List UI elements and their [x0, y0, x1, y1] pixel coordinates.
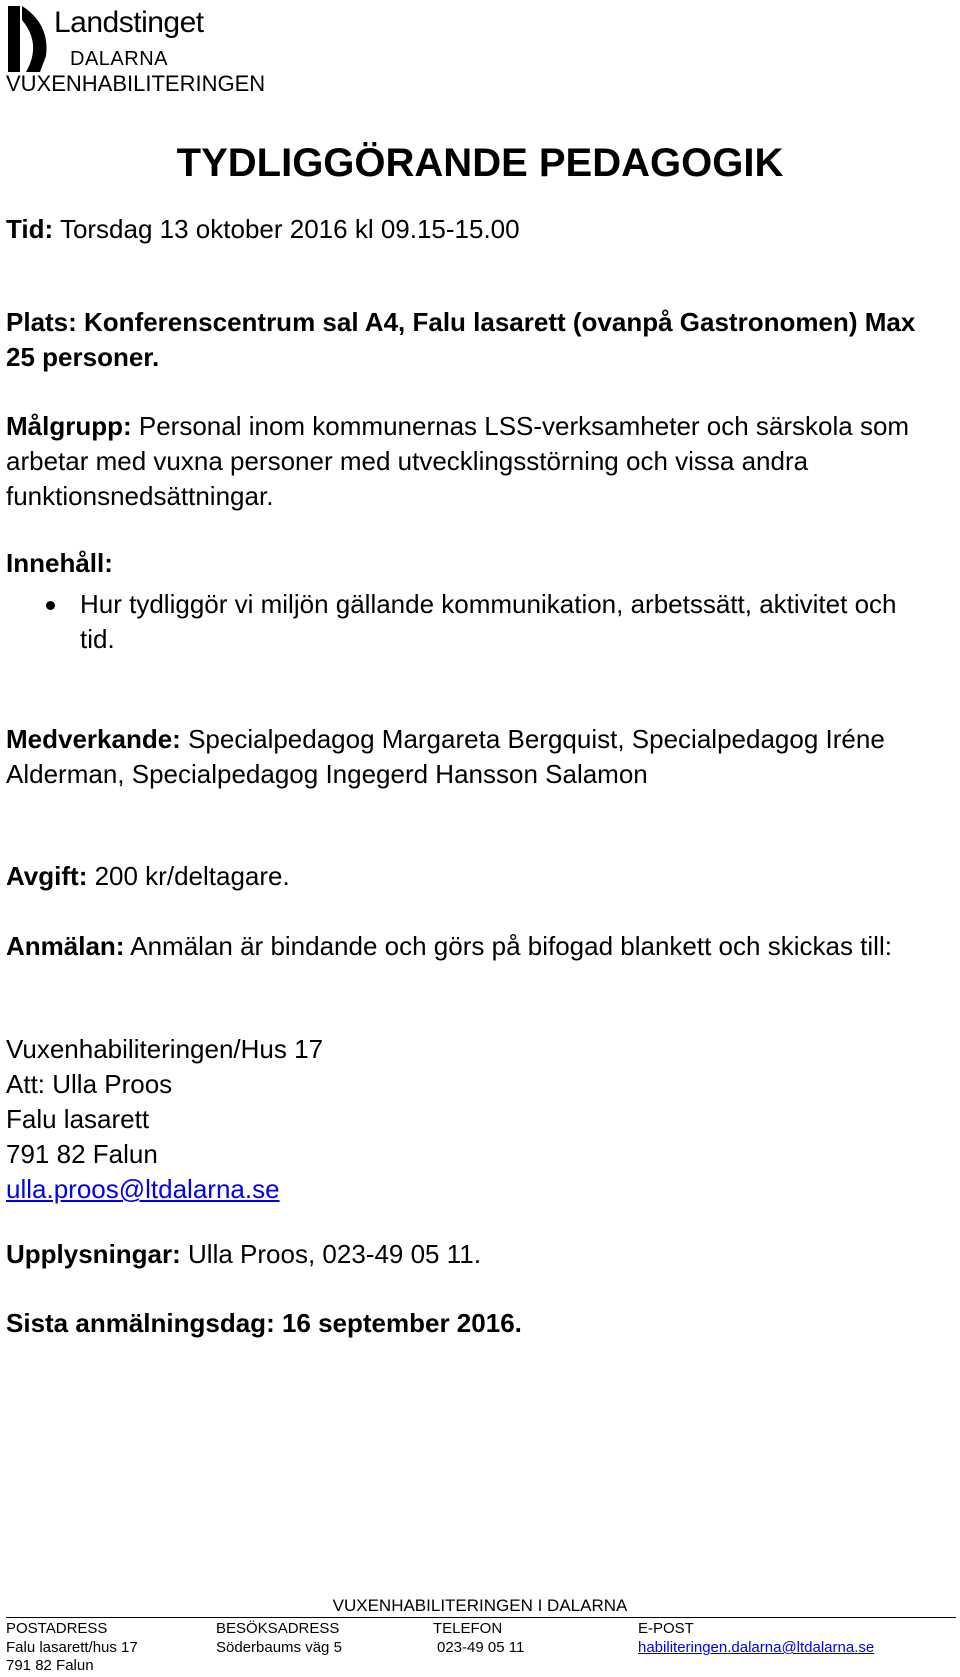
address-block [6, 1032, 946, 1207]
address-line-2: Att: Ulla Proos [6, 1069, 173, 1099]
tid-value: Torsdag 13 oktober 2016 kl 09.15-15.00 [53, 214, 520, 244]
footer-postadress-2: 791 82 Falun [6, 1657, 94, 1674]
landstinget-logo [6, 4, 306, 79]
logo-name: Landstinget [54, 6, 204, 39]
upplysningar-value: Ulla Proos, 023-49 05 11. [180, 1239, 481, 1269]
page-title: TYDLIGGÖRANDE PEDAGOGIK [176, 141, 784, 185]
footer-telefon: 023-49 05 11 [437, 1639, 525, 1656]
tid-label: Tid: [6, 214, 54, 244]
footer-divider [6, 1617, 956, 1618]
malgrupp-paragraph [6, 409, 946, 514]
upplysningar-paragraph [6, 1237, 946, 1272]
address-line-4: 791 82 Falun [6, 1139, 158, 1169]
plats-paragraph: Plats: Konferenscentrum sal A4, Falu lasarett (ovanpå Gastronomen) Max 25 personer. [6, 307, 916, 372]
malgrupp-value: Personal inom kommunernas LSS-verksamheter och särskola som arbetar med vuxna personer med utvecklingsstörning och vissa andra funktionsnedsättningar. [6, 411, 910, 511]
footer-postadress-1: Falu lasarett/hus 17 [6, 1639, 138, 1656]
footer-title: VUXENHABILITERINGEN I DALARNA [332, 1596, 628, 1615]
footer-besoksadress: Söderbaums väg 5 [216, 1639, 342, 1656]
footer-email-link[interactable]: habiliteringen.dalarna@ltdalarna.se [638, 1639, 875, 1656]
anmalan-value: Anmälan är bindande och görs på bifogad blankett och skickas till: [124, 931, 892, 961]
footer-epost-label: E-POST [638, 1620, 694, 1637]
sista-anmalningsdag: Sista anmälningsdag: 16 september 2016. [6, 1308, 522, 1338]
avgift-paragraph [6, 859, 946, 894]
letterhead [6, 4, 306, 79]
medverkande-label: Medverkande: [6, 724, 181, 754]
anmalan-paragraph [6, 929, 946, 964]
address-line-1: Vuxenhabiliteringen/Hus 17 [6, 1034, 324, 1064]
malgrupp-label: Målgrupp: [6, 411, 132, 441]
innehall-label: Innehåll: [6, 548, 113, 578]
avgift-value: 200 kr/deltagare. [87, 861, 290, 891]
email-link[interactable]: ulla.proos@ltdalarna.se [6, 1174, 280, 1204]
department-name: VUXENHABILITERINGEN [6, 71, 266, 96]
upplysningar-label: Upplysningar: [6, 1239, 181, 1269]
anmalan-label: Anmälan: [6, 931, 125, 961]
bullet-icon [46, 601, 55, 610]
footer-besoksadress-label: BESÖKSADRESS [216, 1620, 340, 1637]
tid-paragraph [6, 212, 946, 247]
footer-postadress-label: POSTADRESS [6, 1620, 108, 1637]
avgift-label: Avgift: [6, 861, 88, 891]
medverkande-paragraph [6, 722, 946, 792]
medverkande-value: Specialpedagog Margareta Bergquist, Specialpedagog Iréne Alderman, Specialpedagog Ingegerd Hansson Salamon [6, 724, 885, 789]
list-item-text: Hur tydliggör vi miljön gällande kommunikation, arbetssätt, aktivitet och tid. [80, 589, 897, 654]
landstinget-logo-mark-icon [6, 4, 54, 74]
footer-telefon-label: TELEFON [433, 1620, 503, 1637]
address-line-3: Falu lasarett [6, 1104, 150, 1134]
logo-region: DALARNA [70, 48, 168, 70]
